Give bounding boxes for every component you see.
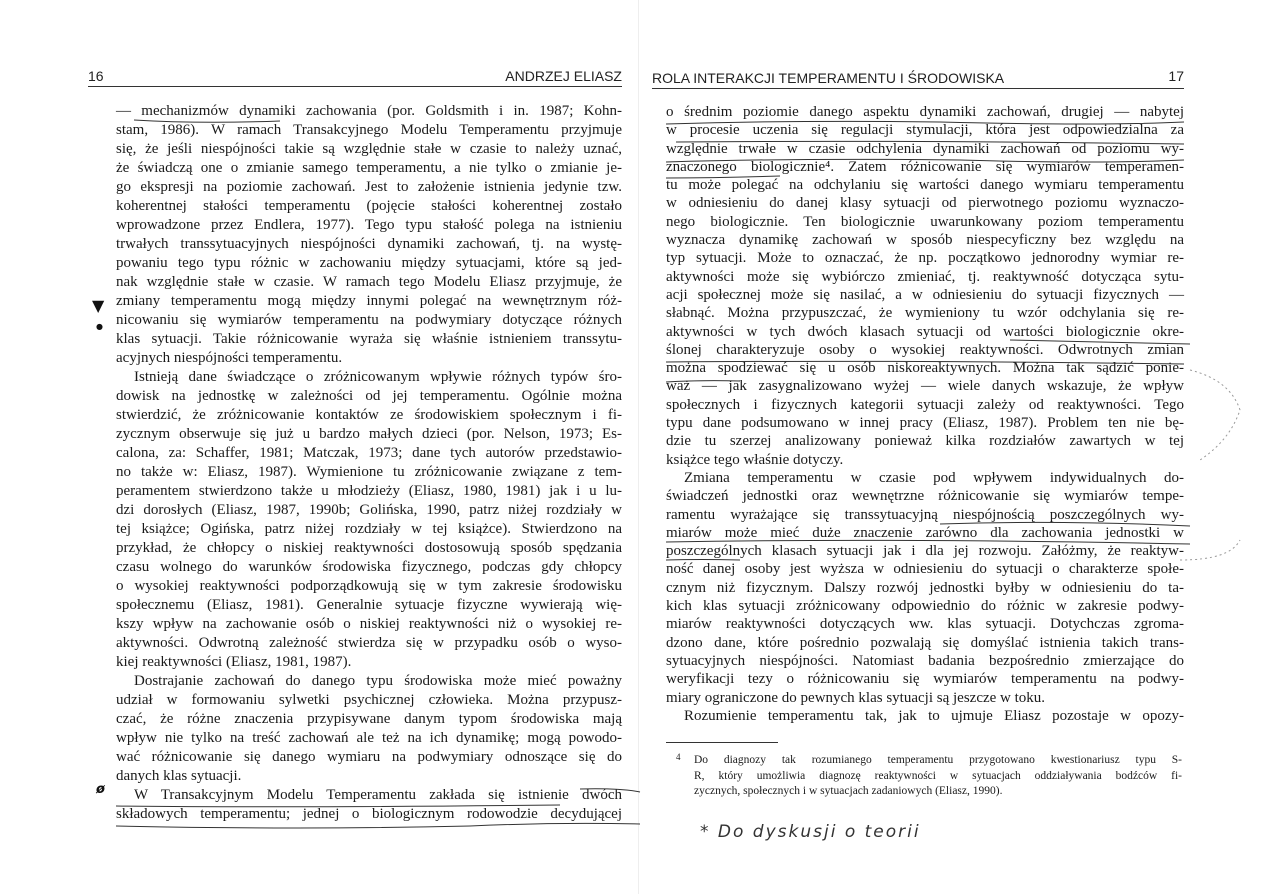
right-page-body: [666, 103, 1184, 725]
right-page-number: 17: [1168, 68, 1184, 84]
text-line: dzi dorosłych (Eliasz, 1987, 1990b; Golińska, 1990, patrz niżej rozdziały w: [116, 502, 622, 518]
text-line: że świadczą one o zmianie samego temperamentu, a nie tylko o zmianie je-: [116, 160, 622, 176]
text-line: miarów reaktywności dotyczących ww. klas sytuacji. Dotychczas zgroma-: [666, 616, 1184, 633]
text-line: znaczonego biologicznie⁴. Zatem różnicowanie się wymiarów temperamen-: [666, 158, 1184, 175]
text-line: przykład, że chłopcy o niskiej reaktywności dostosowują sposób spędzania: [116, 540, 622, 556]
text-line: acji społecznej może się nasilać, a w odniesieniu do sytuacji fizycznych —: [666, 286, 1184, 303]
paragraph: [116, 786, 622, 824]
text-line: książce tego właśnie dotyczy.: [666, 451, 844, 468]
margin-pen-mark-icon: ▼: [92, 296, 105, 315]
text-line: czać, że różne znaczenia przypisywane danym typom środowiska mają: [116, 711, 622, 727]
text-line: ramentu wyrażające się transsytuacyjną niespójnością poszczególnych wy-: [666, 506, 1184, 523]
text-line: o średnim poziomie danego aspektu dynamiki zachowań, drugiej — nabytej: [666, 104, 1184, 120]
text-line: stam, 1986). W ramach Transakcyjnego Modelu Temperamentu przyjmuje: [116, 122, 622, 138]
paragraph: [666, 707, 1184, 725]
text-line: dzono dane, które pośrednio pozwalają się domyślać istnienia takich trans-: [666, 634, 1184, 651]
footnote-line: zycznych, społecznych i w sytuacjach zadaniowych (Eliasz, 1990).: [694, 785, 1003, 797]
left-page-body: [116, 102, 622, 824]
text-line: w odniesieniu do danej klasy sytuacji od pierwotnego poziomu wyznaczo-: [666, 195, 1184, 212]
text-line: nak względnie stałe w czasie. W ramach tego Modelu Eliasz przyjmuje, że: [116, 274, 622, 290]
text-line: peramentem stwierdzono także u młodzieży (Eliasz, 1980, 1981) jak i u lu-: [116, 483, 622, 499]
left-running-head: ANDRZEJ ELIASZ: [505, 68, 622, 84]
text-line: tu może polegać na odchylaniu się wartości danego wymiaru temperamentu: [666, 177, 1184, 194]
text-line: powaniu tego typu różnic w zachowaniu między sytuacjami, które są jed-: [116, 255, 622, 271]
text-line: dzie tu szerzej analizowany ponieważ kilka rozdziałów zawartych w tej: [666, 433, 1184, 450]
text-line: Rozumienie temperamentu tak, jak to ujmuje Eliasz pozostaje w opozy-: [684, 707, 1184, 724]
text-line: Zmiana temperamentu w czasie pod wpływem indywidualnych do-: [684, 469, 1184, 486]
footnote-line: Do diagnozy tak rozumianego temperamentu przygotowano kwestionariusz typu S-: [694, 754, 1182, 766]
text-line: zycznym obserwuje się już u bardzo małych dzieci (por. Nelson, 1973; Es-: [116, 426, 622, 442]
text-line: zmiany temperamentu mogą między innymi polegać na wewnętrznym róż-: [116, 293, 622, 309]
paragraph: [666, 469, 1184, 707]
text-line: aktywności w tych dwóch klasach sytuacji od wartości biologicznie okre-: [666, 323, 1184, 340]
text-line: waż — jak zasygnalizowano wyżej — wiele danych wskazuje, że wpływ: [666, 378, 1184, 395]
text-line: miarów może mieć duże znaczenie zarówno dla zachowania jednostki w: [666, 524, 1184, 541]
right-running-head: ROLA INTERAKCJI TEMPERAMENTU I ŚRODOWISKA: [652, 70, 1005, 86]
text-line: można spodziewać się u osób niskoreaktywnych. Można tak sądzić ponie-: [666, 360, 1184, 377]
text-line: danych klas sytuacji.: [116, 768, 242, 784]
text-line: no także w: Eliasz, 1987). Wymienione tu zróżnicowanie związane z tem-: [116, 464, 622, 480]
text-line: nicowaniu się wymiarów temperamentu na podwymiary dotyczące różnych: [116, 312, 622, 328]
text-line: klas sytuacji. Takie różnicowanie wyraża się właśnie istnieniem transsytu-: [116, 331, 622, 347]
text-line: miary ograniczone do pewnych klas sytuacji są jeszcze w toku.: [666, 689, 1046, 706]
text-line: słabnąć. Można przypuszczać, że wymieniony tu wzór odchylania się re-: [666, 305, 1184, 322]
text-line: czasu wolnego do warunków środowiska fizycznego, podczas gdy chłopcy: [116, 559, 622, 575]
margin-dot-icon: ●: [96, 322, 103, 331]
text-line: ność danej osoby jest wyższa w odniesieniu do sytuacji o charakterze społe-: [666, 561, 1184, 578]
text-line: acyjnych niespójności temperamentu.: [116, 350, 343, 366]
text-line: wprowadzone przez Endlera, 1977). Tego typu stałość polega na istnieniu: [116, 217, 622, 233]
text-line: względnie trwałe w czasie odchylenia dynamiki zachowań od poziomu wy-: [666, 140, 1184, 157]
footnote-line: R, który umożliwia diagnozę reaktywności w sytuacjach oddziaływania bodźców fi-: [694, 769, 1182, 782]
text-line: składowych temperamentu; jednej o biologicznym rodowodzie decydującej: [116, 806, 622, 822]
paragraph: [116, 368, 622, 672]
text-line: tej książce; Ogińska, patrz niżej rozdziały w tej książce). Stwierdzono na: [116, 521, 622, 537]
text-line: aktywności może się wybiórczo zmieniać, tj. reaktywność dotycząca sytu-: [666, 268, 1184, 285]
text-line: trwałych transsytuacyjnych niespójności dynamiki zachowań, tj. na wystę-: [116, 236, 622, 252]
footnote-rule: [666, 742, 778, 743]
text-line: społecznych i fizycznych kategorii sytuacji zależy od reaktywności. Tego: [666, 396, 1184, 413]
text-line: wać różnicowanie się danego wymiaru na podwymiary odnoszące się do: [116, 749, 622, 765]
text-line: kich klas sytuacji zróżnicowany odpowiednio do różnic w zakresie podwy-: [666, 598, 1184, 615]
margin-pen-mark-icon: ø: [96, 782, 105, 797]
text-line: wyznacza dynamikę zachowań w sposób niespecyficzny bez względu na: [666, 232, 1184, 249]
text-line: sytuacyjnych niespójności. Natomiast badania bezpośrednio zmierzające do: [666, 652, 1184, 669]
paragraph: [116, 672, 622, 786]
text-line: calona, za: Schaffer, 1981; Matczak, 1973; dane tych autorów przedstawio-: [116, 445, 622, 461]
text-line: o wysokiej reaktywności podporządkowują się w tym zakresie środowisku: [116, 578, 622, 594]
text-line: cznym niż fizycznym. Dalszy rozwój jednostki byłby w odniesieniu do ta-: [666, 579, 1184, 596]
text-line: stwierdzić, że zróżnicowanie kontaktów ze środowiskiem społecznym i fi-: [116, 407, 622, 423]
text-line: go ekspresji na poziomie zachowań. Jest to założenie istnienia jedynie tzw.: [116, 179, 622, 195]
page-gutter: [638, 0, 639, 894]
text-line: aktywności. Odwrotną zależność stwierdza się w przypadku osób o wyso-: [116, 635, 622, 651]
text-line: ślonej charakteryzuje osoby o wysokiej reaktywności. Odwrotnych zmian: [666, 341, 1184, 358]
text-line: poszczególnych klasach sytuacji jak i dla jej rozwoju. Załóżmy, że reaktyw-: [666, 543, 1184, 560]
footnote: [676, 753, 1182, 800]
text-line: dowisk na jednostkę w zależności od jej temperamentu. Ogólnie można: [116, 388, 622, 404]
paragraph: [666, 103, 1184, 469]
text-line: społecznemu (Eliasz, 1981). Generalnie sytuacje fizyczne wywierają wię-: [116, 597, 622, 613]
text-line: kiej reaktywności (Eliasz, 1981, 1987).: [116, 654, 352, 670]
text-line: typu dane podsumowano w innej pracy (Eliasz, 1987). Problem ten nie bę-: [666, 415, 1184, 432]
text-line: wpływ nie tylko na treść zachowań ale też na ich dynamikę; mogą powodo-: [116, 730, 622, 746]
paragraph: [116, 102, 622, 368]
text-line: udział w formowaniu sylwetki psychicznej człowieka. Można przypusz-: [116, 692, 622, 708]
text-line: świadczeń jednostki oraz wewnętrzne różnicowanie się wymiarów tempe-: [666, 488, 1184, 505]
text-line: w procesie uczenia się regulacji stymulacji, która jest odpowiedzialna za: [666, 122, 1184, 139]
text-line: typ sytuacji. Może to oznaczać, że np. początkowo jednorodny wymiar re-: [666, 250, 1184, 267]
right-header-rule: [652, 88, 1184, 89]
text-line: nego biologicznie. Ten biologicznie uwarunkowany poziom temperamentu: [666, 213, 1184, 230]
text-line: — mechanizmów dynamiki zachowania (por. Goldsmith i in. 1987; Kohn-: [116, 103, 622, 119]
left-header-rule: [88, 86, 622, 87]
left-page-number: 16: [88, 68, 104, 84]
text-line: weryfikacji tezy o różnicowaniu się wymiarów temperamentu na podwy-: [666, 671, 1184, 688]
text-line: W Transakcyjnym Modelu Temperamentu zakłada się istnienie dwóch: [134, 787, 622, 803]
text-line: się, że jeśli niespójności takie są względnie stałe w czasie to należy uznać,: [116, 141, 622, 157]
text-line: Istnieją dane świadczące o zróżnicowanym wpływie różnych typów śro-: [134, 369, 622, 385]
text-line: koherentnej stałości temperamentu (pojęcie stałości koherentnej zostało: [116, 198, 622, 214]
handwritten-note: * Do dyskusji o teorii: [700, 822, 921, 842]
footnote-number: 4: [676, 752, 681, 762]
text-line: kszy wpływ na zachowanie osób o niskiej reaktywności niż o wysokiej re-: [116, 616, 622, 632]
text-line: Dostrajanie zachowań do danego typu środowiska może mieć poważny: [134, 673, 622, 689]
